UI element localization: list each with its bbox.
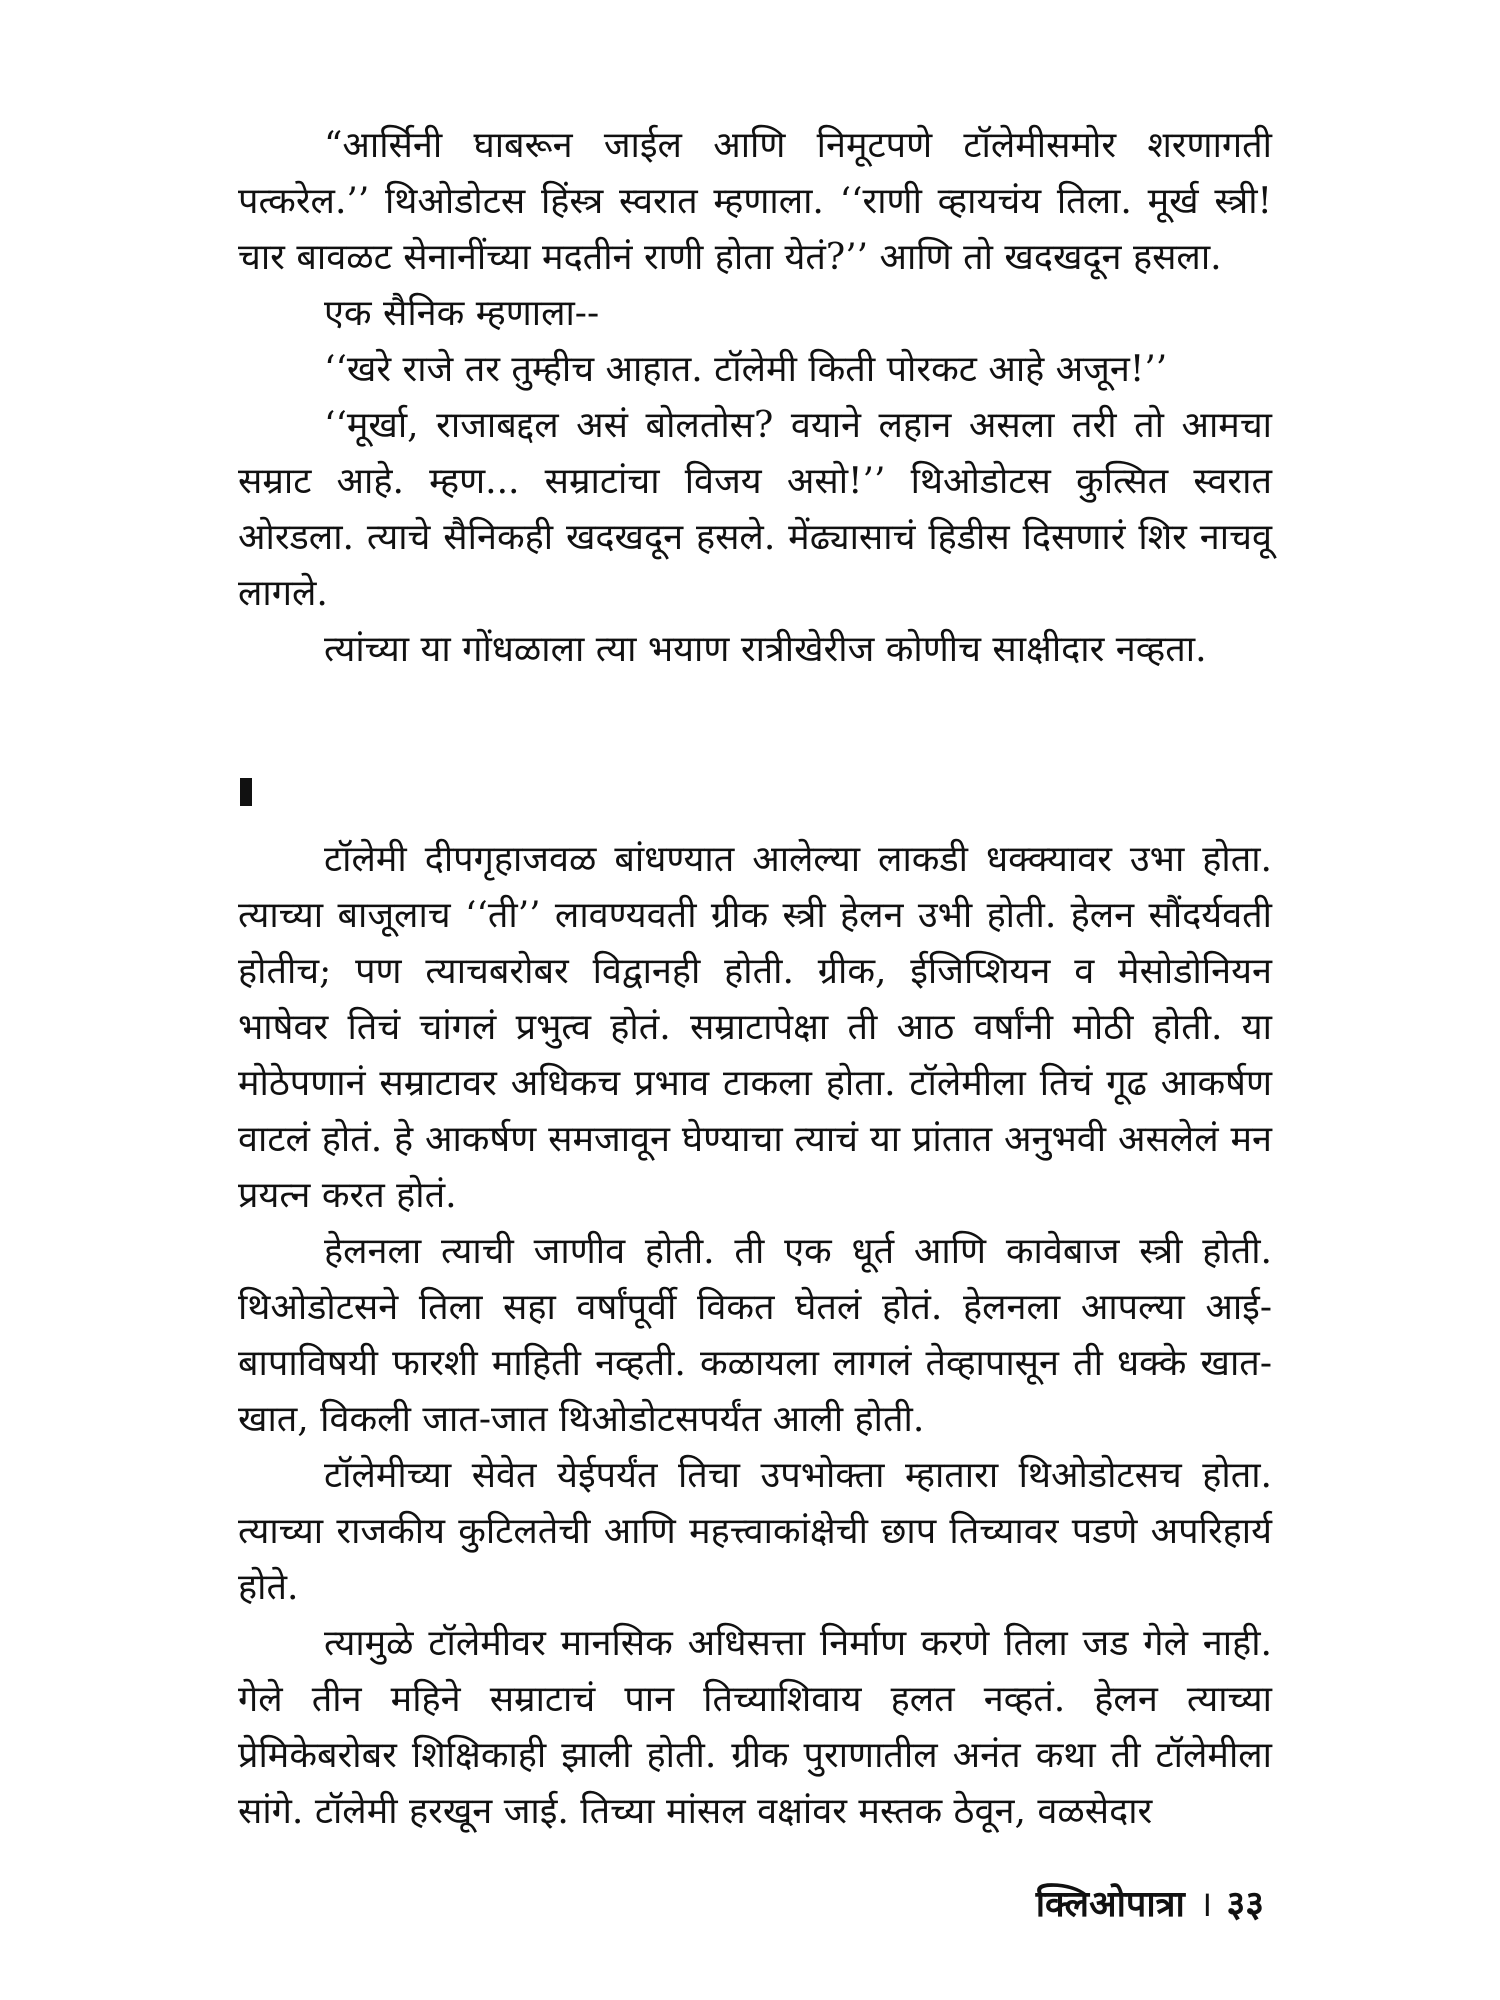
paragraph: एक सैनिक म्हणाला-- — [324, 293, 600, 334]
page-footer — [1036, 1878, 1264, 1927]
paragraph: ‘‘मूर्खा, राजाबद्दल असं बोलतोस? वयाने लहान असला तरी तो आमचा सम्राट आहे. म्हण... सम्राटांचा विजय असो!’’ थिओडोटस कुत्सित स्वरात ओरडला. त्याचे सैनिकही खदखदून हसले. मेंढ्यासाचं हिडीस दिसणारं शिर नाचवू लागले. — [238, 405, 1272, 614]
paragraph: टॉलेमी दीपगृहाजवळ बांधण्यात आलेल्या लाकडी धक्क्यावर उभा होता. त्याच्या बाजूलाच ‘‘ती’’ लावण्यवती ग्रीक स्त्री हेलन उभी होती. हेलन सौंदर्यवती होतीच; पण त्याचबरोबर विद्वानही होती. ग्रीक, ईजिप्शियन व मेसोडोनियन भाषेवर तिचं चांगलं प्रभुत्व होतं. सम्राटापेक्षा ती आठ वर्षांनी मोठी होती. या मोठेपणानं सम्राटावर अधिकच प्रभाव टाकला होता. टॉलेमीला तिचं गूढ आकर्षण वाटलं होतं. हे आकर्षण समजावून घेण्याचा त्याचं या प्रांतात अनुभवी असलेलं मन प्रयत्न करत होतं. — [238, 839, 1272, 1216]
book-title: क्लिओपात्रा — [1035, 1883, 1185, 1925]
paragraph: ‘‘खरे राजे तर तुम्हीच आहात. टॉलेमी किती पोरकट आहे अजून!’’ — [324, 349, 1168, 390]
page-number: ३३ — [1226, 1883, 1264, 1925]
footer-separator: । — [1198, 1884, 1213, 1925]
paragraph: टॉलेमीच्या सेवेत येईपर्यंत तिचा उपभोक्ता म्हातारा थिओडोटसच होता. त्याच्या राजकीय कुटिलतेची आणि महत्त्वाकांक्षेची छाप तिच्यावर पडणे अपरिहार्य होते. — [238, 1455, 1272, 1608]
text-section-1 — [238, 118, 1272, 678]
text-section-2 — [238, 832, 1272, 1840]
paragraph: त्यांच्या या गोंधळाला त्या भयाण रात्रीखेरीज कोणीच साक्षीदार नव्हता. — [324, 629, 1207, 670]
paragraph: त्यामुळे टॉलेमीवर मानसिक अधिसत्ता निर्माण करणे तिला जड गेले नाही. गेले तीन महिने सम्राटाचं पान तिच्याशिवाय हलत नव्हतं. हेलन त्याच्या प्रेमिकेबरोबर शिक्षिकाही झाली होती. ग्रीक पुराणातील अनंत कथा ती टॉलेमीला सांगे. टॉलेमी हरखून जाई. तिच्या मांसल वक्षांवर मस्तक ठेवून, वळसेदार — [238, 1623, 1272, 1832]
section-break-marker — [240, 778, 252, 806]
paragraph: “आर्सिनी घाबरून जाईल आणि निमूटपणे टॉलेमीसमोर शरणागती पत्करेल.’’ थिओडोटस हिंस्त्र स्वरात म्हणाला. ‘‘राणी व्हायचंय तिला. मूर्ख स्त्री! चार बावळट सेनानींच्या मदतीनं राणी होता येतं?’’ आणि तो खदखदून हसला. — [238, 125, 1272, 278]
paragraph: हेलनला त्याची जाणीव होती. ती एक धूर्त आणि कावेबाज स्त्री होती. थिओडोटसने तिला सहा वर्षांपूर्वी विकत घेतलं होतं. हेलनला आपल्या आई-बापाविषयी फारशी माहिती नव्हती. कळायला लागलं तेव्हापासून ती धक्के खात-खात, विकली जात-जात थिओडोटसपर्यंत आली होती. — [238, 1231, 1272, 1440]
